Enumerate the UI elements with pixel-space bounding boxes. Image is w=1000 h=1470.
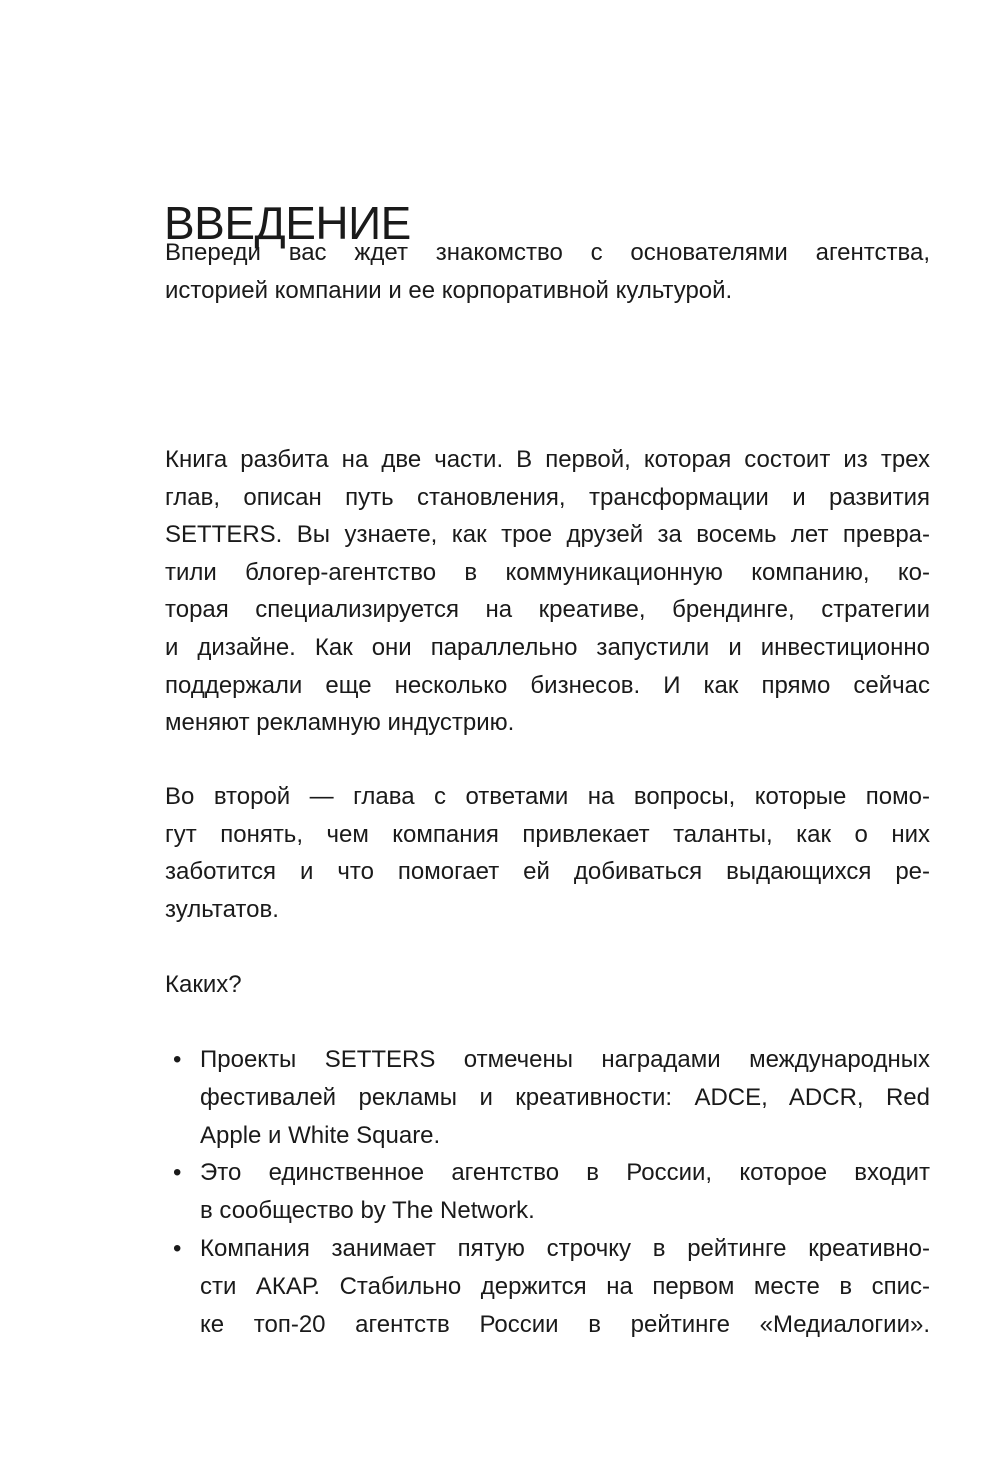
- text-line: Компания занимает пятую строчку в рейтинге креативно-: [200, 1234, 930, 1262]
- text-line: глав, описан путь становления, трансформации и развития: [165, 483, 930, 511]
- paragraph: [165, 778, 930, 928]
- bullet-icon: •: [173, 1234, 182, 1262]
- paragraph: [165, 966, 930, 1004]
- bullet-item: [165, 1041, 930, 1154]
- text-line: Во второй — глава с ответами на вопросы, которые помо-: [165, 783, 930, 810]
- text-line: Apple и White Square.: [200, 1121, 441, 1149]
- text-line: зультатов.: [165, 895, 279, 923]
- paragraph: [165, 234, 930, 309]
- bullet-icon: •: [173, 1046, 182, 1073]
- text-line: тили блогер-агентство в коммуникационную компанию, ко-: [165, 558, 930, 586]
- text-line: Каких?: [165, 971, 242, 998]
- text-line: торая специализируется на креативе, брендинге, стратегии: [165, 596, 930, 624]
- text-line: гут понять, чем компания привлекает таланты, как о них: [165, 820, 930, 848]
- text-line: заботится и что помогает ей добиваться выдающихся ре-: [165, 858, 930, 886]
- text-line: SETTERS. Вы узнаете, как трое друзей за восемь лет превра-: [165, 521, 930, 549]
- text-line: фестивалей рекламы и креативности: ADCE, ADCR, Red: [200, 1083, 930, 1111]
- bullet-item: [165, 1230, 930, 1343]
- text-line: и дизайне. Как они параллельно запустили и инвестиционно: [165, 633, 930, 661]
- paragraph: [165, 441, 930, 742]
- text-line: меняют рекламную индустрию.: [165, 709, 515, 737]
- text-line: Это единственное агентство в России, которое входит: [200, 1159, 930, 1187]
- text-line: поддержали еще несколько бизнесов. И как прямо сейчас: [165, 671, 930, 699]
- text-line: Книга разбита на две части. В первой, которая состоит из трех: [165, 446, 930, 473]
- text-line: в сообщество by The Network.: [200, 1197, 535, 1225]
- text-line: Проекты SETTERS отмечены наградами международных: [200, 1046, 930, 1073]
- page-title: ВВЕДЕНИЕ: [164, 197, 411, 249]
- bullet-list: [165, 1041, 930, 1343]
- text-line: Впереди вас ждет знакомство с основателями агентства,: [165, 239, 930, 266]
- text-line: сти АКАР. Стабильно держится на первом месте в спис-: [200, 1272, 930, 1300]
- bullet-item: [165, 1154, 930, 1230]
- bullet-icon: •: [173, 1159, 182, 1187]
- text-line: ке топ-20 агентств России в рейтинге «Медиалогии».: [200, 1310, 930, 1338]
- text-line: историей компании и ее корпоративной культурой.: [165, 276, 733, 304]
